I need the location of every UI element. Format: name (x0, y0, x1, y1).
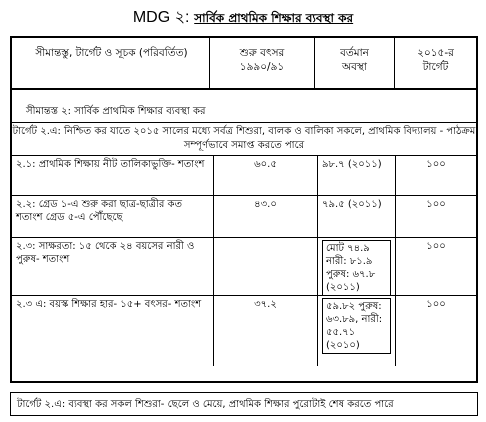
row-current: ৭৯.৫ (২০১১) (318, 196, 396, 237)
table-row (12, 196, 476, 238)
row-start: ৪৩.০ (214, 196, 318, 237)
row-target: ১০০ (426, 199, 446, 210)
row-start (214, 238, 318, 295)
title-text: সার্বিক প্রাথমিক শিক্ষার ব্যবস্থা কর (194, 11, 354, 25)
header-target-line2: টার্গেট (422, 61, 449, 73)
table-row (12, 238, 476, 296)
header-start-year (210, 38, 315, 88)
header-start-line2: ১৯৯০/৯১ (239, 61, 285, 73)
row-current (318, 238, 396, 295)
row-start: ৬০.৫ (214, 156, 318, 195)
table-header (12, 38, 476, 90)
goal-line: সীমান্তস্ত ২: সার্বিক প্রাথমিক শিক্ষার ব্যবস্থা কর (26, 106, 206, 117)
table-row (12, 296, 476, 366)
row-current: ৯৮.৭ (২০১১) (318, 156, 396, 195)
header-target-line1: ২০১৫-র (417, 47, 454, 59)
row-indicator: ২.৩: সাক্ষরতা: ১৫ থেকে ২৪ বয়সের নারী ও পুরুষ- শতাংশ (12, 238, 214, 295)
row-target: ১০০ (426, 299, 446, 310)
page-title (0, 4, 486, 26)
table-row (12, 156, 476, 196)
header-indicator: সীমান্তস্তু, টার্গেট ও সূচক (পরিবর্তিত) (14, 38, 210, 88)
current-box: ৫৯.৮২ পুরুষ: ৬৩.৮৯, নারী: ৫৫.৭১ (২০১০) (322, 298, 391, 354)
header-current-line1: বর্তমান (340, 47, 369, 59)
header-current-line2: অবস্থা (342, 61, 367, 73)
title-prefix: MDG ২: (132, 9, 190, 26)
header-current (315, 38, 395, 88)
header-target (395, 38, 476, 88)
target-description: টার্গেট ২.এ: নিশ্চিত কর যাতে ২০১৫ সালের মধ্যে সর্বত্র শিশুরা, বালক ও বালিকা সকলে, প্রাথমিক বিদ্যালয় - পাঠক্রম সম্পূর্ণভাবে সমাপ্ত করতে পারে (12, 122, 476, 156)
row-indicator: ২.১: প্রাথমিক শিক্ষায় নীট তালিকাভুক্তি- শতাংশ (12, 156, 214, 195)
row-indicator: ২.৩ এ: বয়স্ক শিক্ষার হার- ১৫+ বৎসর- শতাংশ (12, 296, 214, 366)
row-indicator: ২.২: গ্রেড ১-এ শুরু করা ছাত্র-ছাত্রীর কত শতাংশ গ্রেড ৫-এ পৌঁছেছে (12, 196, 214, 237)
footer-target-note: টার্গেট ২.এ: ব্যবস্থা কর সকল শিশুরা- ছেলে ও মেয়ে, প্রাথমিক শিক্ষার পুরোটাই শেষ করতে পারে (10, 392, 478, 416)
row-target: ১০০ (426, 159, 446, 170)
header-start-line1: শুরু বৎসর (239, 47, 285, 59)
row-target: ১০০ (426, 241, 446, 252)
row-start: ৩৭.২ (214, 296, 318, 366)
current-box: মোট ৭৪.৯ নারী: ৮১.৯ পুরুষ: ৬৭.৮ (২০১১) (322, 240, 391, 296)
indicator-table (10, 36, 478, 383)
row-current (318, 296, 396, 366)
